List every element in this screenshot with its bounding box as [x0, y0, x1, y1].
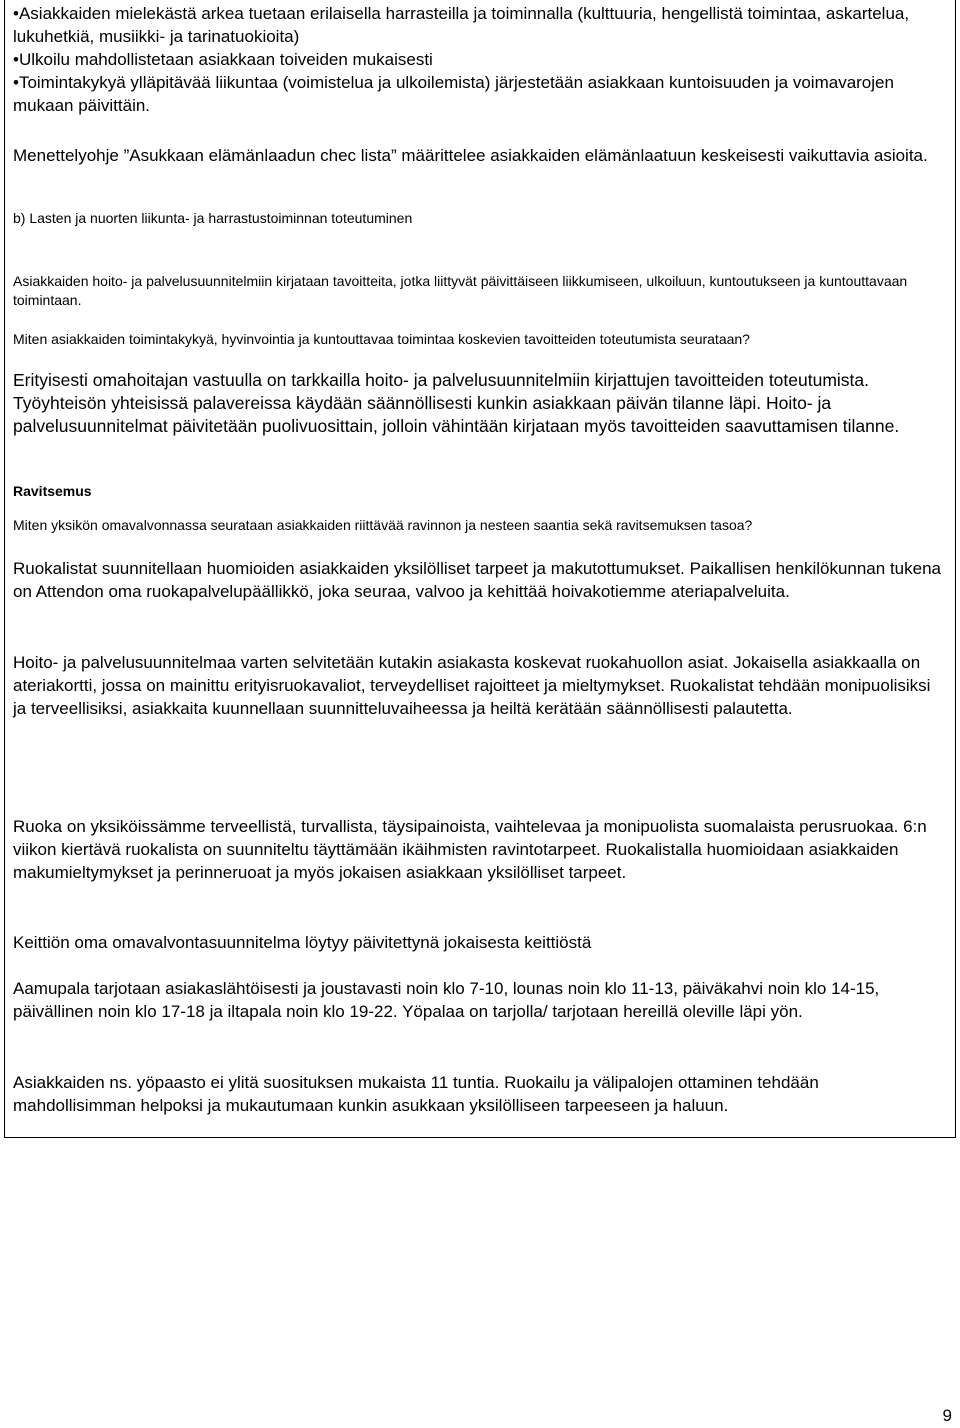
question-toimintakyky: Miten asiakkaiden toimintakykyä, hyvinvointia ja kuntouttavaa toimintaa koskevien tavoitteiden toteutumista seurataan? [13, 331, 750, 347]
paragraph-yopaasto: Asiakkaiden ns. yöpaasto ei ylitä suosituksen mukaista 11 tuntia. Ruokailu ja välipalojen ottaminen tehdään mahdollisimman helpoksi ja mukautumaan kunkin asukkaan yksilölliseen tarpeeseen ja haluun. [13, 1073, 819, 1115]
question-ravitsemus: Miten yksikön omavalvonnassa seurataan asiakkaiden riittävää ravinnon ja nesteen saantia sekä ravitsemuksen tasoa? [13, 517, 753, 533]
paragraph-hoito-palvelusuunnitelma: Hoito- ja palvelusuunnitelmaa varten selvitetään kutakin asiakasta koskevat ruokahuollon asiat. Jokaisella asiakkaalla on ateriakortti, jossa on mainittu erityisruokavaliot, terveydelliset rajoitteet ja mieltymykset. Ruokalistat tehdään monipuolisiksi ja terveellisiksi, asiakkaita kuunnellaan suunnitteluvaiheessa ja heiltä kerätään säännöllisesti palautetta. [13, 653, 931, 718]
section-b-heading: b) Lasten ja nuorten liikunta- ja harrastustoiminnan toteutuminen [13, 210, 413, 226]
paragraph-aamupala: Aamupala tarjotaan asiakaslähtöisesti ja joustavasti noin klo 7-10, lounas noin klo 11-13, päiväkahvi noin klo 14-15, päivällinen noin klo 17-18 ja iltapala noin klo 19-22. Yöpalaa on tarjolla/ tarjotaan hereillä oleville läpi yön. [13, 979, 880, 1021]
section-b-text: Asiakkaiden hoito- ja palvelusuunnitelmiin kirjataan tavoitteita, jotka liittyvät päivittäiseen liikkumiseen, ulkoiluun, kuntoutukseen ja kuntouttavaan toimintaan. [13, 273, 908, 308]
ravitsemus-heading: Ravitsemus [13, 483, 92, 499]
answer-toimintakyky: Erityisesti omahoitajan vastuulla on tarkkailla hoito- ja palvelusuunnitelmiin kirjattujen tavoitteiden toteutumista. Työyhteisön yhteisissä palavereissa käydään säännöllisesti kunkin asiakkaan päivän tilanne läpi. Hoito- ja palvelusuunnitelmat päivitetään puolivuosittain, jolloin vähintään kirjataan myös tavoitteiden saavuttamisen tilanne. [13, 370, 900, 436]
paragraph-ruokalistat: Ruokalistat suunnitellaan huomioiden asiakkaiden yksilölliset tarpeet ja makutottumukset. Paikallisen henkilökunnan tukena on Attendon oma ruokapalvelupäällikkö, joka seuraa, valvoo ja kehittää hoivakotiemme ateriapalveluita. [13, 559, 941, 601]
bullet-liikunta: •Toimintakykyä ylläpitävää liikuntaa (voimistelua ja ulkoilemista) järjestetään asiakkaan kuntoisuuden ja voimavarojen mukaan päivittäin. [13, 73, 894, 115]
bullet-harrasteet: •Asiakkaiden mielekästä arkea tuetaan erilaisella harrasteilla ja toiminnalla (kulttuuria, hengellistä toimintaa, askartelua, lukuhetkiä, musiikki- ja tarinatuokioita) [13, 4, 910, 46]
paragraph-keittio: Keittiön oma omavalvontasuunnitelma löytyy päivitettynä jokaisesta keittiöstä [13, 933, 592, 952]
bullet-ulkoilu: •Ulkoilu mahdollistetaan asiakkaan toiveiden mukaisesti [13, 50, 433, 69]
menettelyohje-text: Menettelyohje ”Asukkaan elämänlaadun chec lista” määrittelee asiakkaiden elämänlaatuun keskeisesti vaikuttavia asioita. [13, 146, 928, 165]
page-number: 9 [942, 1406, 952, 1425]
paragraph-ruoka: Ruoka on yksiköissämme terveellistä, turvallista, täysipainoista, vaihtelevaa ja monipuolista suomalaista perusruokaa. 6:n viikon kiertävä ruokalista on suunniteltu täyttämään ikäihmisten ravintotarpeet. Ruokalistalla huomioidaan asiakkaiden makumieltymykset ja perinneruoat ja myös jokaisen asiakkaan yksilölliset tarpeet. [13, 817, 927, 882]
